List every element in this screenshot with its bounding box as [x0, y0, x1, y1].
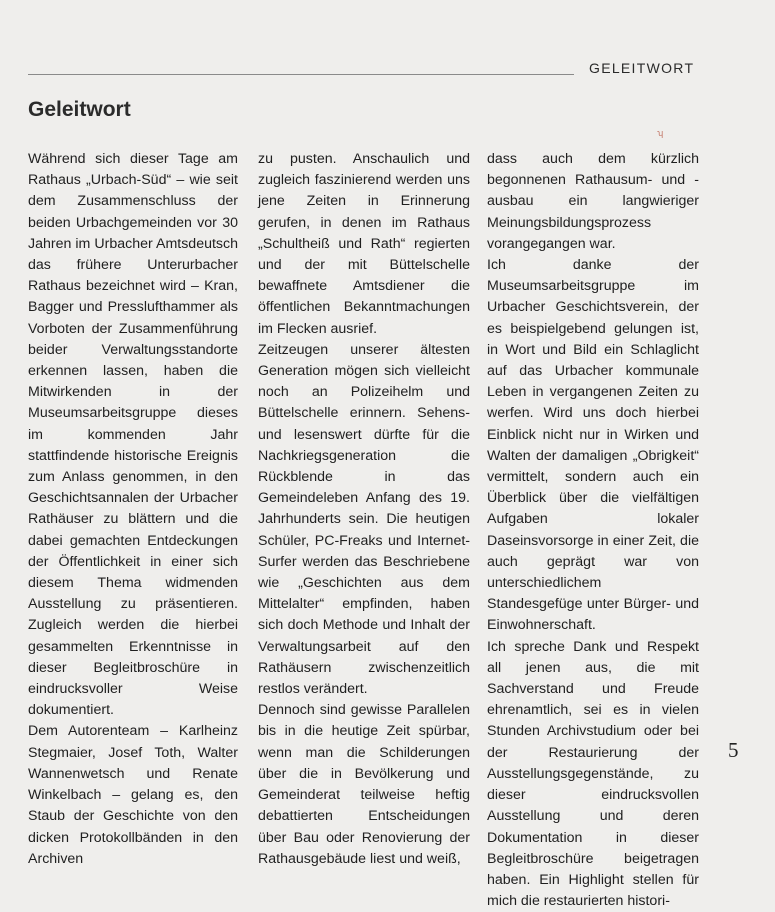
page-number: 5 [728, 738, 739, 762]
paragraph: Während sich dieser Tage am Rathaus „Urbach-Süd“ – wie seit dem Zusammenschluss der beiden Urbachgemeinden vor 30 Jahren im Urbacher Amtsdeutsch das frühere Unterurbacher Rathaus bezeichnet wird – Kran, Bagger und Presslufthammer als Vorboten der Zusammenführung beider Verwaltungsstandorte erkennen lassen, haben die Mitwirkenden in der Museumsarbeitsgruppe dieses im kommenden Jahr stattfindende historische Ereignis zum Anlass genommen, in den Geschichtsannalen der Urbacher Rathäuser zu blättern und die dabei gemachten Entdeckungen der Öffentlichkeit in einer sich diesem Thema widmenden Ausstellung zu präsentieren. Zugleich werden die hierbei gesammelten Erkenntnisse in dieser Begleitbroschüre in eindrucksvoller Weise dokumentiert. [28, 151, 238, 719]
paragraph: Ich danke der Museumsarbeitsgruppe im Urbacher Geschichtsverein, der es beispielgebend gelungen ist, in Wort und Bild ein Schlaglicht auf das Urbacher kommunale Leben in vergangenen Zeiten zu werfen. Wird uns doch hierbei Einblick nicht nur in Wirken und Walten der damaligen „Obrigkeit“ vermittelt, sondern auch ein Überblick über die vielfältigen Aufgaben lokaler Daseinsvorsorge in einer Zeit, die auch geprägt war von unterschiedlichem Standesgefüge unter Bürger- und Einwohnerschaft. [487, 257, 699, 634]
text-column-1 [28, 149, 238, 870]
page-title: Geleitwort [28, 98, 131, 121]
text-column-2 [258, 149, 470, 870]
paragraph: dass auch dem kürzlich begonnenen Rathausum- und -ausbau ein langwieriger Meinungsbildungsprozess vorangegangen war. [487, 151, 699, 252]
paragraph: zu pusten. Anschaulich und zugleich faszinierend werden uns jene Zeiten in Erinnerung gerufen, in denen im Rathaus „Schultheiß und Rath“ regierten und der mit Büttelschelle bewaffnete Amtsdiener die öffentlichen Bekanntmachungen im Flecken ausrief. [258, 151, 470, 337]
paragraph: Zeitzeugen unserer ältesten Generation mögen sich vielleicht noch an Polizeihelm und Büttelschelle erinnern. Sehens- und lesenswert dürfte für die Nachkriegsgeneration die Rückblende in das Gemeindeleben Anfang des 19. Jahrhunderts sein. Die heutigen Schüler, PC-Freaks und Internet-Surfer werden das Beschriebene wie „Geschichten aus dem Mittelalter“ empfinden, haben sich doch Methode und Inhalt der Verwaltungsarbeit auf den Rathäusern zwischenzeitlich restlos verändert. [258, 341, 470, 698]
paragraph: Ich spreche Dank und Respekt all jenen aus, die mit Sachverstand und Freude ehrenamtlich, sei es in vielen Stunden Archivstudium oder bei der Restaurierung der Ausstellungsgegenstände, zu dieser eindrucksvollen Ausstellung und deren Dokumentation in dieser Begleitbroschüre beigetragen haben. Ein Highlight stellen für mich die restaurierten histori- [487, 638, 699, 910]
text-column-3 [487, 149, 699, 912]
margin-mark: ʮ [657, 128, 664, 138]
paragraph: Dem Autorenteam – Karlheinz Stegmaier, Josef Toth, Walter Wannenwetsch und Renate Winkelbach – gelang es, den Staub der Geschichte von den dicken Protokollbänden in den Archiven [28, 723, 238, 867]
paragraph: Dennoch sind gewisse Parallelen bis in die heutige Zeit spürbar, wenn man die Schilderungen über die in Bevölkerung und Gemeinderat teilweise heftig debattierten Entscheidungen über Bau oder Renovierung der Rathausgebäude liest und weiß, [258, 702, 470, 867]
running-head: GELEITWORT [589, 60, 695, 76]
header-rule [28, 74, 574, 75]
